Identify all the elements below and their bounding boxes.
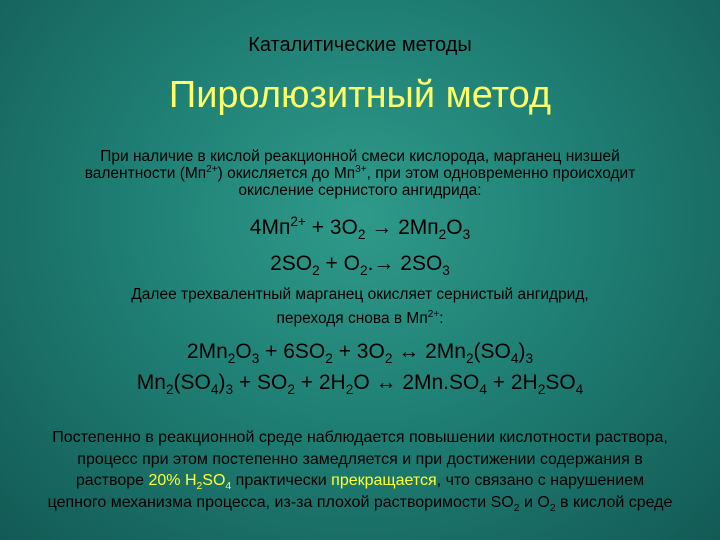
middle-line: Далее трехвалентный марганец окисляет сернистый ангидрид, [131,286,589,303]
equation-sulfuric-acid-formation: $Mn_2(SO_4)_3 + SO_2 + 2H_2O$ ↔ $2Mn.SO_4 + 2H_2SO_4$ [136,371,584,398]
closing-line: растворе 20% $H_2SO_4$ практически прекращается, что связано с нарушением [75,472,645,493]
intro-line: окисление сернистого ангидрида: [238,182,482,199]
intro-line: При наличие в кислой реакционной смеси кислорода, марганец низшей [100,148,620,165]
closing-line: цепного механизма процесса, из-за плохой растворимости $SO_2$ и $O_2$ в кислой среде [47,493,673,514]
slide-subtitle: Каталитические методы [248,34,472,56]
equation-sulfur-oxidation: $2SO_2 + O_2.\to 2SO_3$ [270,252,450,279]
intro-line: валентности $(Мп^{2+})$ окисляется до $Мп^{3+}$, при этом одновременно происходит [84,163,636,182]
highlight-acid-concentration: 20% $H_2SO_4$ [148,472,232,493]
equation-manganese-sulfate-formation: $2Mn_2O_3 + 6SO_2 + 3O_2$ ↔ $2Mn_2(SO_4)_3$ [186,340,534,367]
slide-title: Пиролюзитный метод [168,74,552,116]
middle-line: переходя снова в $Мп^{2+}$: [276,308,444,327]
intro-paragraph [30,148,690,199]
equation-manganese-oxidation: $4Мп^{2+} + 3O_2 \to 2Мп_2O_3$ [249,214,471,243]
middle-paragraph [20,283,700,331]
closing-line: Постепенно в реакционной среде наблюдается повышении кислотности раствора, [52,429,668,446]
closing-line: процесс при этом постепенно замедляется и при достижении содержания в [77,450,643,468]
closing-paragraph [4,427,716,513]
highlight-stops: прекращается [331,472,437,489]
